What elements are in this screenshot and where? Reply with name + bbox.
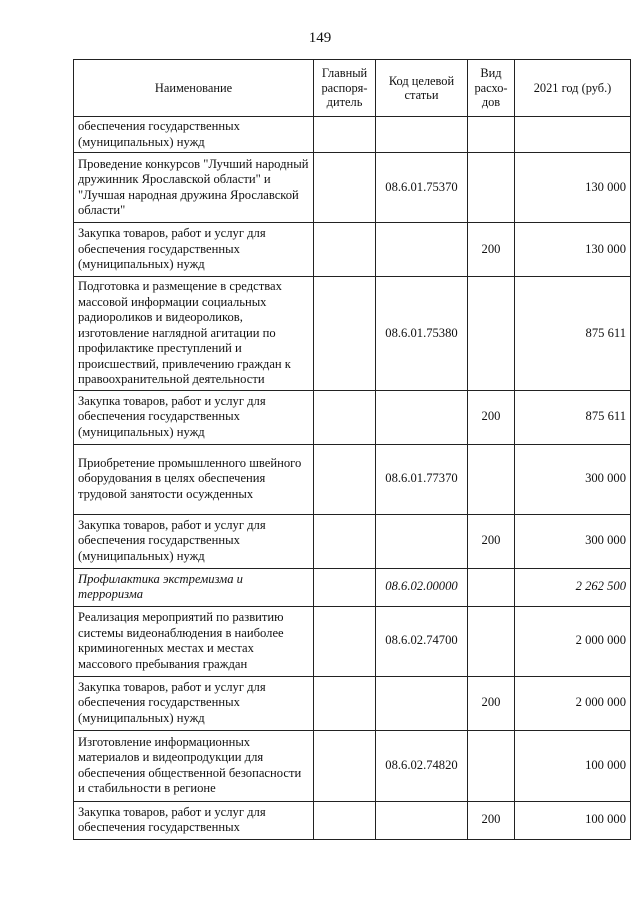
table-body [74, 117, 631, 840]
cell-code [376, 390, 468, 444]
cell-admin [314, 153, 376, 223]
cell-code: 08.6.02.74820 [376, 730, 468, 801]
cell-sum: 100 000 [515, 801, 631, 839]
cell-admin [314, 606, 376, 676]
cell-type [468, 568, 515, 606]
table-row [74, 606, 631, 676]
cell-code: 08.6.02.00000 [376, 568, 468, 606]
table-row [74, 153, 631, 223]
cell-admin [314, 514, 376, 568]
cell-type [468, 444, 515, 514]
page-number: 149 [308, 30, 332, 46]
table-row [74, 801, 631, 839]
cell-sum: 875 611 [515, 390, 631, 444]
cell-type: 200 [468, 676, 515, 730]
cell-name: Закупка товаров, работ и услуг для обеспечения государственных [74, 801, 314, 839]
header-sum: 2021 год (руб.) [515, 60, 631, 117]
cell-name: Изготовление информационных материалов и видеопродукции для обеспечения общественной безопасности и стабильности в регионе [74, 730, 314, 801]
cell-name: Закупка товаров, работ и услуг для обеспечения государственных (муниципальных) нужд [74, 223, 314, 277]
cell-code [376, 801, 468, 839]
cell-sum: 100 000 [515, 730, 631, 801]
cell-sum: 130 000 [515, 153, 631, 223]
table-row [74, 514, 631, 568]
cell-sum: 2 262 500 [515, 568, 631, 606]
cell-name: Проведение конкурсов "Лучший народный дружинник Ярославской области" и "Лучшая народная дружина Ярославской области" [74, 153, 314, 223]
table-row [74, 223, 631, 277]
table-row [74, 444, 631, 514]
cell-code: 08.6.02.74700 [376, 606, 468, 676]
table-header-row [74, 60, 631, 117]
cell-name: Профилактика экстремизма и терроризма [74, 568, 314, 606]
cell-name: Подготовка и размещение в средствах массовой информации социальных радиороликов и видеороликов, изготовление наглядной агитации по профилактике преступлений и происшествий, привлечению граждан к правоохранительной деятельности [74, 277, 314, 391]
budget-table [73, 59, 631, 840]
table-row [74, 277, 631, 391]
cell-name: обеспечения государственных (муниципальных) нужд [74, 117, 314, 153]
cell-type: 200 [468, 801, 515, 839]
header-name: Наименование [74, 60, 314, 117]
header-type: Вид расхо-дов [468, 60, 515, 117]
cell-sum: 130 000 [515, 223, 631, 277]
cell-admin [314, 730, 376, 801]
cell-code [376, 223, 468, 277]
cell-type: 200 [468, 223, 515, 277]
cell-code [376, 514, 468, 568]
cell-admin [314, 117, 376, 153]
cell-admin [314, 223, 376, 277]
cell-sum: 300 000 [515, 444, 631, 514]
cell-admin [314, 568, 376, 606]
header-code: Код целевой статьи [376, 60, 468, 117]
cell-admin [314, 444, 376, 514]
cell-code: 08.6.01.75370 [376, 153, 468, 223]
header-admin: Главный распоря-дитель [314, 60, 376, 117]
cell-type [468, 153, 515, 223]
cell-type: 200 [468, 390, 515, 444]
cell-admin [314, 801, 376, 839]
cell-type: 200 [468, 514, 515, 568]
cell-code [376, 676, 468, 730]
table-row [74, 117, 631, 153]
cell-sum [515, 117, 631, 153]
table-row [74, 390, 631, 444]
cell-code: 08.6.01.75380 [376, 277, 468, 391]
cell-admin [314, 390, 376, 444]
cell-code: 08.6.01.77370 [376, 444, 468, 514]
cell-type [468, 606, 515, 676]
cell-code [376, 117, 468, 153]
cell-type [468, 730, 515, 801]
cell-admin [314, 676, 376, 730]
table-row [74, 568, 631, 606]
table-row [74, 676, 631, 730]
table-row [74, 730, 631, 801]
cell-name: Приобретение промышленного швейного оборудования в целях обеспечения трудовой занятости осужденных [74, 444, 314, 514]
cell-sum: 300 000 [515, 514, 631, 568]
cell-type [468, 117, 515, 153]
cell-type [468, 277, 515, 391]
cell-name: Закупка товаров, работ и услуг для обеспечения государственных (муниципальных) нужд [74, 514, 314, 568]
cell-sum: 875 611 [515, 277, 631, 391]
cell-name: Закупка товаров, работ и услуг для обеспечения государственных (муниципальных) нужд [74, 676, 314, 730]
cell-admin [314, 277, 376, 391]
cell-name: Реализация мероприятий по развитию системы видеонаблюдения в наиболее криминогенных местах и местах массового пребывания граждан [74, 606, 314, 676]
cell-sum: 2 000 000 [515, 606, 631, 676]
cell-name: Закупка товаров, работ и услуг для обеспечения государственных (муниципальных) нужд [74, 390, 314, 444]
cell-sum: 2 000 000 [515, 676, 631, 730]
